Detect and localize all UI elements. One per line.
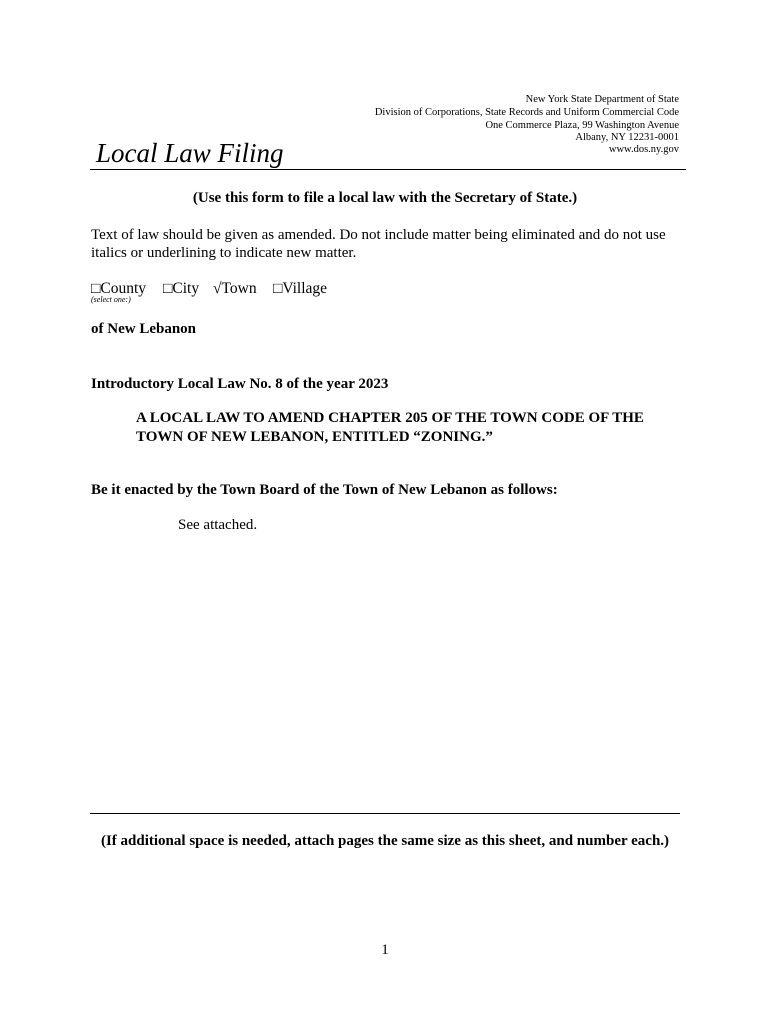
use-form-instruction: (Use this form to file a local law with the Secretary of State.) [192, 190, 578, 206]
enactment-clause: Be it enacted by the Town Board of the Town of New Lebanon as follows: [91, 482, 558, 498]
dept-website: www.dos.ny.gov [608, 144, 679, 155]
footer-rule [90, 813, 680, 814]
additional-space-note: (If additional space is needed, attach pages the same size as this sheet, and number each.) [100, 833, 670, 849]
form-title: Local Law Filing [96, 138, 284, 168]
option-county[interactable]: □County [91, 280, 147, 297]
option-village[interactable]: □Village [273, 280, 328, 297]
dept-address: One Commerce Plaza, 99 Washington Avenue [485, 120, 679, 131]
select-one-note: (select one:) [91, 295, 131, 304]
law-title-line-2: TOWN OF NEW LEBANON, ENTITLED “ZONING.” [136, 429, 493, 445]
dept-name: New York State Department of State [525, 94, 679, 105]
law-body-text: See attached. [178, 517, 258, 533]
dept-division: Division of Corporations, State Records and Uniform Commercial Code [374, 107, 679, 118]
instruction-line-2: italics or underlining to indicate new matter. [91, 245, 357, 261]
option-city[interactable]: □City [163, 280, 200, 297]
page-number: 1 [381, 942, 389, 958]
dept-city: Albany, NY 12231-0001 [575, 132, 679, 143]
law-title-line-1: A LOCAL LAW TO AMEND CHAPTER 205 OF THE TOWN CODE OF THE [136, 410, 644, 426]
municipality-name: of New Lebanon [91, 321, 197, 337]
option-town[interactable]: √Town [213, 280, 257, 297]
instruction-line-1: Text of law should be given as amended. Do not include matter being eliminated and do not use [91, 227, 666, 243]
intro-law-number: Introductory Local Law No. 8 of the year 2023 [91, 376, 389, 392]
header-rule [90, 169, 686, 170]
